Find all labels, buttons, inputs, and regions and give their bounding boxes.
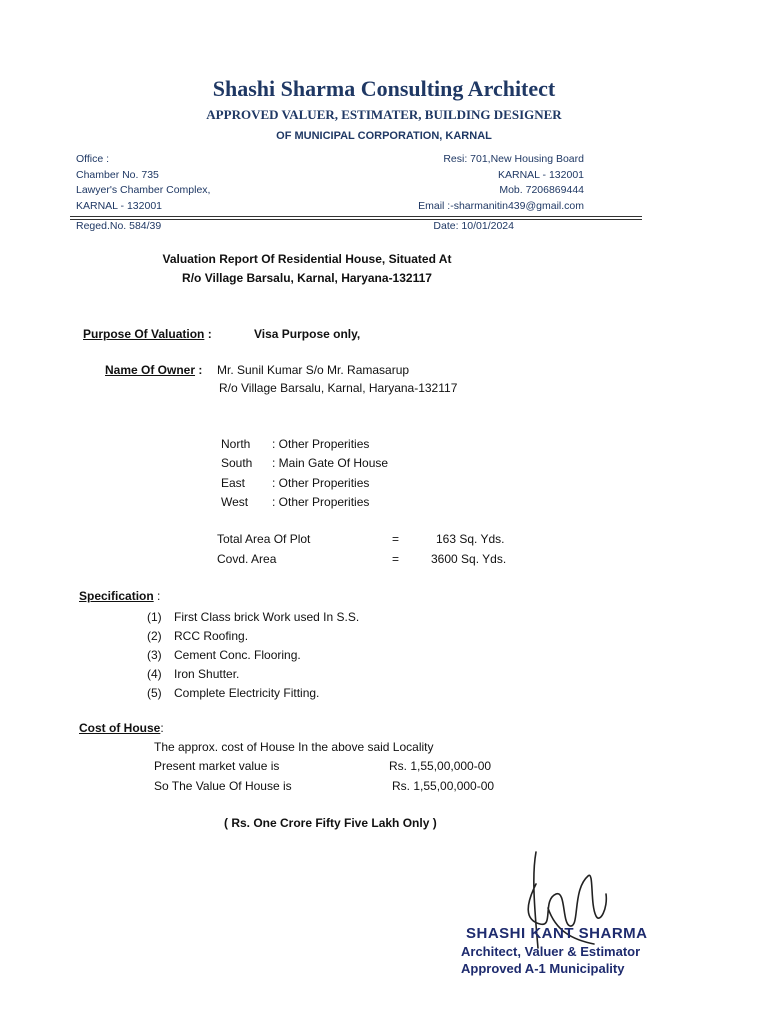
specification-colon: : [153, 589, 161, 603]
stamp-title: Architect, Valuer & Estimator [461, 944, 641, 959]
list-item: (4) Iron Shutter. [147, 667, 240, 681]
office-line: Lawyer's Chamber Complex, [76, 184, 211, 196]
stamp-name: SHASHI KANT SHARMA [466, 925, 648, 942]
plot-area-value: 163 Sq. Yds. [436, 532, 505, 546]
purpose-value: Visa Purpose only, [254, 327, 361, 341]
owner-colon: : [195, 363, 203, 377]
owner-row [105, 363, 202, 377]
boundary-direction: South [221, 456, 253, 470]
area-equals: = [392, 532, 400, 546]
specification-label: Specification [79, 589, 154, 603]
stamp-approval: Approved A-1 Municipality [461, 961, 625, 976]
residence-line: Mob. 7206869444 [499, 184, 584, 196]
boundary-value: : Other Properities [272, 495, 370, 509]
corporation-line: OF MUNICIPAL CORPORATION, KARNAL [276, 130, 492, 142]
report-heading-line1: Valuation Report Of Residential House, Situated At [162, 252, 452, 266]
boundary-direction: East [221, 476, 246, 490]
owner-label: Name Of Owner [105, 363, 196, 377]
market-value-amount: Rs. 1,55,00,000-00 [389, 759, 492, 773]
firm-subtitle: APPROVED VALUER, ESTIMATER, BUILDING DESIGNER [206, 107, 562, 122]
house-value-amount: Rs. 1,55,00,000-00 [392, 779, 495, 793]
boundary-direction: North [221, 437, 251, 451]
owner-name: Mr. Sunil Kumar S/o Mr. Ramasarup [217, 363, 410, 377]
boundary-west [221, 495, 369, 509]
specification-list [147, 608, 359, 703]
residence-line: Resi: 701,New Housing Board [443, 153, 584, 165]
list-item: (2) RCC Roofing. [147, 629, 249, 643]
cost-colon: : [160, 721, 164, 735]
boundary-value: : Other Properities [272, 437, 370, 451]
area-equals: = [392, 552, 400, 566]
market-value-label: Present market value is [154, 759, 280, 773]
cost-intro: The approx. cost of House In the above said Locality [154, 740, 434, 754]
list-item: (3) Cement Conc. Flooring. [147, 648, 301, 662]
boundary-value: : Other Properities [272, 476, 370, 490]
office-line: Office : [76, 153, 110, 165]
boundary-north [221, 437, 369, 451]
firm-name: Shashi Sharma Consulting Architect [212, 76, 556, 101]
registration-number: Reged.No. 584/39 [76, 220, 162, 232]
header-rule-top [70, 216, 642, 217]
purpose-colon: : [204, 327, 212, 341]
report-heading-line2: R/o Village Barsalu, Karnal, Haryana-132117 [182, 271, 432, 285]
report-date: Date: 10/01/2024 [433, 220, 514, 232]
list-item: (5) Complete Electricity Fitting. [147, 686, 320, 700]
residence-address [418, 152, 584, 214]
email-line: Email :-sharmanitin439@gmail.com [418, 199, 584, 212]
boundary-east [221, 476, 369, 490]
area-label: Covd. Area [217, 552, 277, 566]
office-address [76, 152, 210, 214]
cost-label: Cost of House [79, 721, 161, 735]
boundary-south [221, 456, 388, 470]
covered-area-value: 3600 Sq. Yds. [431, 552, 507, 566]
residence-line: KARNAL - 132001 [498, 168, 584, 181]
owner-address: R/o Village Barsalu, Karnal, Haryana-132117 [219, 381, 458, 395]
purpose-label: Purpose Of Valuation [83, 327, 205, 341]
amount-in-words: ( Rs. One Crore Fifty Five Lakh Only ) [224, 816, 437, 830]
boundary-direction: West [221, 495, 249, 509]
cost-heading [79, 721, 164, 735]
house-value-label: So The Value Of House is [154, 779, 292, 793]
office-line: Chamber No. 735 [76, 168, 159, 181]
purpose-row [83, 327, 212, 341]
specification-heading [79, 589, 160, 603]
boundary-value: : Main Gate Of House [272, 456, 389, 470]
area-label: Total Area Of Plot [217, 532, 311, 546]
office-line: KARNAL - 132001 [76, 199, 162, 212]
list-item: (1) First Class brick Work used In S.S. [147, 610, 360, 624]
